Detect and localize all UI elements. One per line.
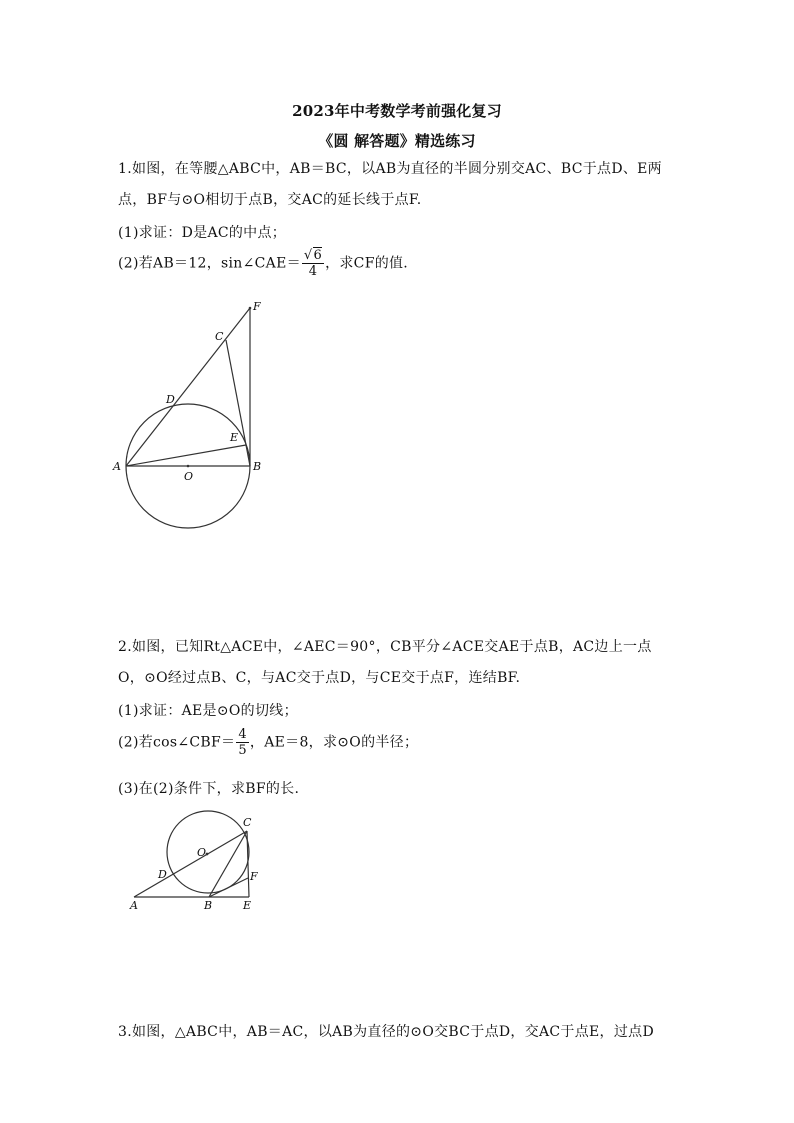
problem-1-part-2-suffix: ，求CF的值.	[325, 255, 409, 272]
label-d: D	[166, 393, 175, 406]
label-e: E	[230, 431, 239, 444]
page-subtitle: 《圆 解答题》精选练习	[318, 132, 476, 150]
label-f: F	[250, 870, 258, 883]
segment-ae	[126, 445, 246, 466]
sqrt-radicand: 6	[313, 248, 323, 263]
problem-1-part-2-prefix: (2)若AB＝12，sin∠CAE＝	[118, 255, 301, 272]
problem-1-line-2: 点，BF与⊙O相切于点B，交AC的延长线于点F.	[118, 192, 422, 208]
label-o: O	[184, 470, 194, 483]
label-f: F	[253, 300, 261, 313]
problem-2-part-2	[118, 727, 418, 758]
fraction	[302, 248, 324, 279]
label-c: C	[215, 330, 224, 343]
problem-1-part-1: (1)求证：D是AC的中点；	[118, 225, 287, 241]
label-o: O	[197, 846, 207, 859]
fraction	[236, 727, 249, 758]
problem-2-part-3: (3)在(2)条件下，求BF的长.	[118, 781, 300, 797]
problem-2-line-1: 2.如图，已知Rt△ACE中，∠AEC＝90°，CB平分∠ACE交AE于点B，AC边上一点	[118, 639, 652, 655]
problem-1-part-2	[118, 248, 408, 279]
fraction-numerator: √6	[303, 248, 323, 263]
label-a: A	[130, 899, 138, 912]
fraction-denominator: 4	[308, 264, 318, 279]
problem-2-part-1: (1)求证：AE是⊙O的切线；	[118, 703, 298, 719]
point-o	[187, 465, 190, 468]
problem-1-line-1: 1.如图，在等腰△ABC中，AB＝BC，以AB为直径的半圆分别交AC、BC于点D、E两	[118, 161, 662, 177]
problem-2-part-2-prefix: (2)若cos∠CBF＝	[118, 734, 236, 751]
label-d: D	[158, 868, 167, 881]
problem-2-line-2: O，⊙O经过点B、C，与AC交于点D，与CE交于点F，连结BF.	[118, 670, 521, 686]
figure-1	[110, 295, 280, 535]
page-title: 2023年中考数学考前强化复习	[292, 102, 502, 120]
fraction-denominator: 5	[238, 743, 247, 758]
figure-2	[125, 805, 265, 915]
label-e: E	[243, 899, 252, 912]
label-a: A	[113, 460, 121, 473]
label-c: C	[243, 816, 252, 829]
label-b: B	[204, 899, 213, 912]
problem-2-part-2-suffix: ，AE＝8，求⊙O的半径；	[249, 734, 419, 751]
label-b: B	[253, 460, 262, 473]
segment-cb	[226, 340, 250, 466]
problem-3-line-1: 3.如图，△ABC中，AB＝AC，以AB为直径的⊙O交BC于点D，交AC于点E，过点D	[118, 1024, 654, 1040]
fraction-numerator: 4	[238, 727, 247, 742]
circle-o	[167, 811, 249, 893]
point-f	[249, 307, 252, 310]
